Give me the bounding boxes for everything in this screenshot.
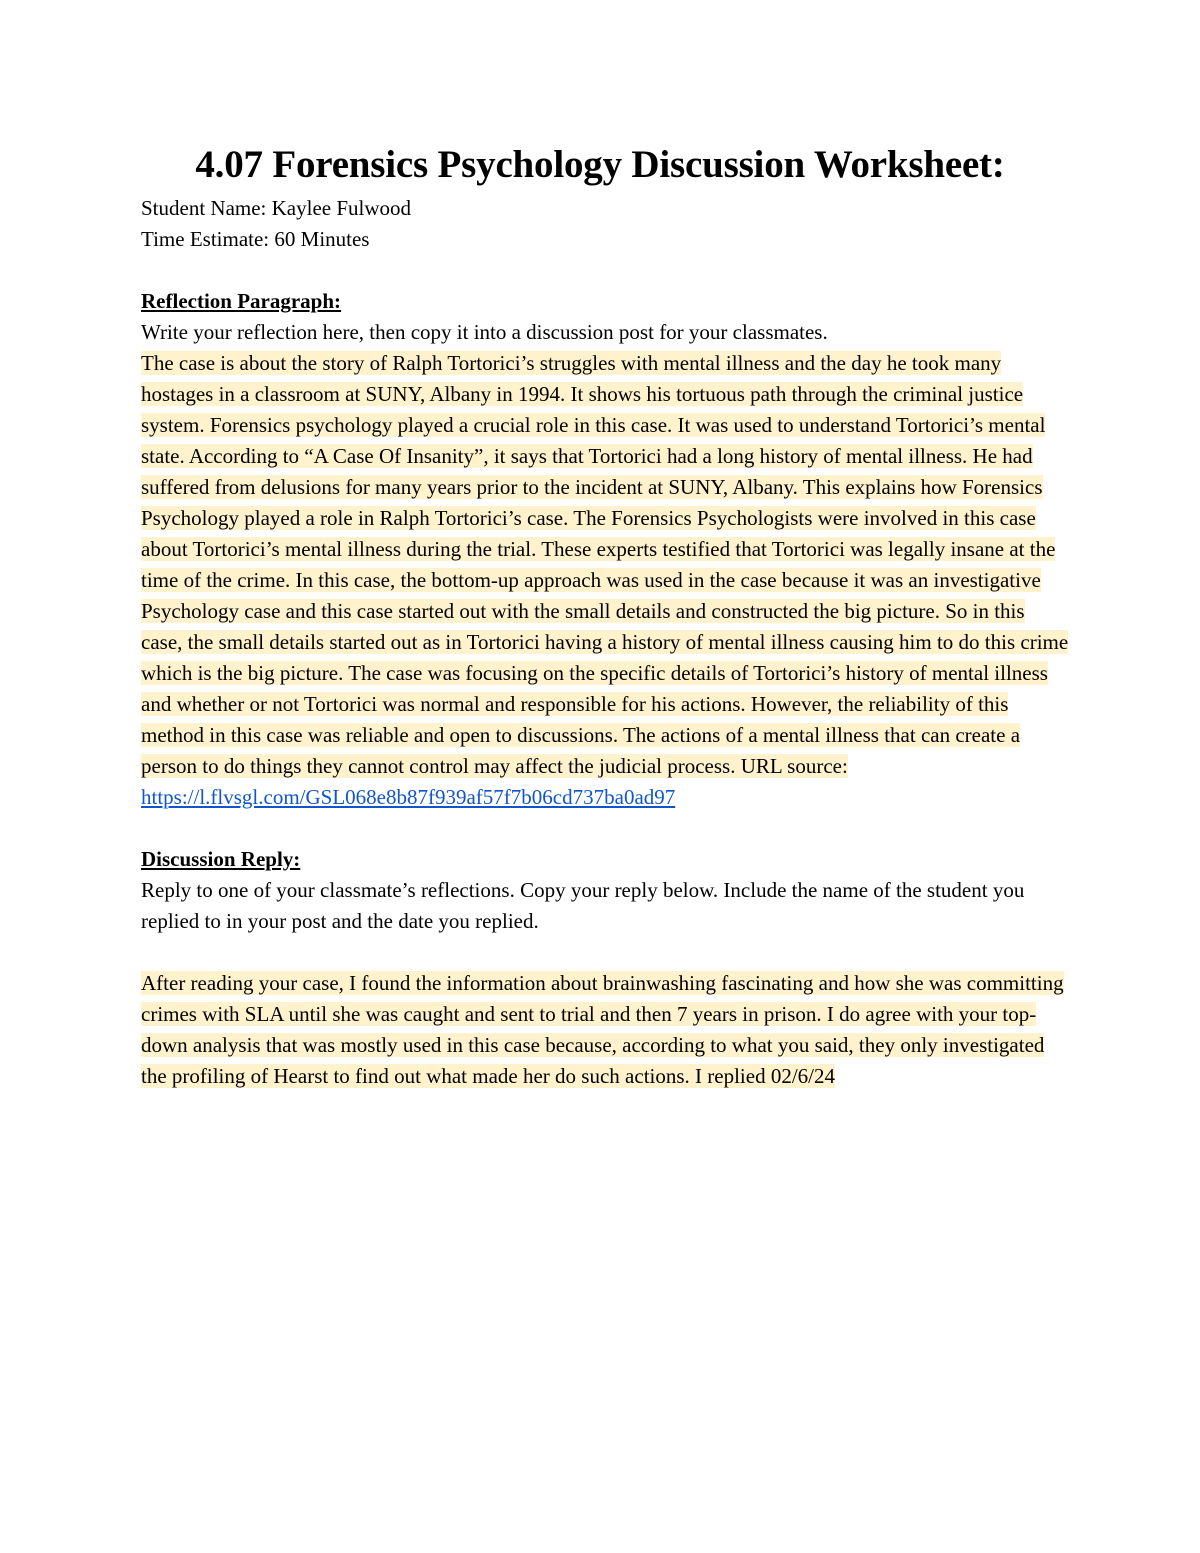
discussion-heading: Discussion Reply: [141,847,301,871]
discussion-section [141,844,1071,875]
reflection-paragraph [141,348,1071,813]
reflection-instructions: Write your reflection here, then copy it into a discussion post for your classmates. [141,320,828,344]
document-title: 4.07 Forensics Psychology Discussion Worksheet: [195,143,1005,186]
spacer [141,813,1071,844]
spacer [141,255,1071,286]
discussion-instructions: Reply to one of your classmate’s reflections. Copy your reply below. Include the name of the student you replied to in your post and the date you replied. [141,878,1025,933]
student-name: Student Name: Kaylee Fulwood [141,196,412,220]
reflection-text: The case is about the story of Ralph Tortorici’s struggles with mental illness and the day he took many hostages in a classroom at SUNY, Albany in 1994. It shows his tortuous path through the criminal justice system. Forensics psychology played a crucial role in this case. It was used to understand Tortorici’s mental state. According to “A Case Of Insanity”, it says that Tortorici had a long history of mental illness. He had suffered from delusions for many years prior to the incident at SUNY, Albany. This explains how Forensics Psychology played a role in Ralph Tortorici’s case. The Forensics Psychologists were involved in this case about Tortorici’s mental illness during the trial. These experts testified that Tortorici was legally insane at the time of the crime. In this case, the bottom-up approach was used in the case because it was an investigative Psychology case and this case started out with the small details and constructed the big picture. So in this case, the small details started out as in Tortorici having a history of mental illness causing him to do this crime which is the big picture. The case was focusing on the specific details of Tortorici’s history of mental illness and whether or not Tortorici was normal and responsible for his actions. However, the reliability of this method in this case was reliable and open to discussions. The actions of a mental illness that can create a person to do things they cannot control may affect the judicial process. URL source: [141,351,1069,778]
reflection-section [141,286,1071,317]
reflection-heading: Reflection Paragraph: [141,289,342,313]
source-url-link[interactable]: https://l.flvsgl.com/GSL068e8b87f939af57f7b06cd737ba0ad97 [141,785,676,809]
discussion-reply-paragraph [141,968,1071,1092]
time-estimate: Time Estimate: 60 Minutes [141,227,370,251]
discussion-reply-text: After reading your case, I found the information about brainwashing fascinating and how she was committing crimes with SLA until she was caught and sent to trial and then 7 years in prison. I do agree with your top-down analysis that was mostly used in this case because, according to what you said, they only investigated the profiling of Hearst to find out what made her do such actions. I replied 02/6/24 [141,971,1064,1088]
document-body [141,193,1071,1092]
spacer [141,937,1071,968]
